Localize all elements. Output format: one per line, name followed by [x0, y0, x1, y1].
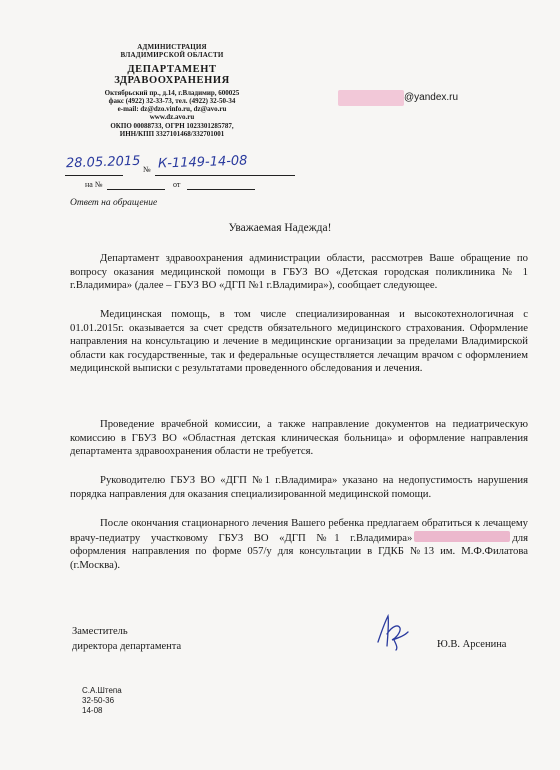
letterhead [68, 44, 276, 139]
body-paragraph-2: Медицинская помощь, в том числе специализированная и высокотехнологичная с 01.01.2015г. оказывается за счет средств обязательного медицинского страхования. Оформление направления на консультацию и лечение в медицинские организации за пределами Владимирской области как государственные, так и федеральные осуществляется лечащим врачом с оформлением медицинской выписки с результатами проведенного обследования и лечения. [70, 308, 528, 374]
signatory-role: Заместитель директора департамента [72, 626, 182, 652]
number-label: № [143, 165, 151, 174]
body-paragraph-5: После окончания стационарного лечения Вашего ребенка предлагаем обратиться к лечащему врачу-педиатру участковому ГБУЗ ВО «ДГП №1 г.Владимира» для оформления направления по форме 057/у для консультации в ГДКБ №13 им. М.Ф.Филатова (г.Москва). [70, 517, 528, 571]
registration-row [95, 165, 295, 177]
letterhead-okpo: ОКПО 00088733, ОГРН 1023301285787, [110, 122, 234, 131]
body-paragraph-1: Департамент здравоохранения администрации области, рассмотрев Ваше обращение по вопросу оказания медицинской помощи в ГБУЗ ВО «Детская городская поликлиника № 1 г.Владимира» (далее – ГБУЗ ВО «ДГП №1 г.Владимира»), сообщает следующее. [70, 252, 528, 291]
letterhead-inn: ИНН/КПП 3327101468/332701001 [119, 130, 225, 139]
from-label: от [173, 180, 181, 189]
date-underline [65, 175, 123, 176]
body-paragraph-3: Проведение врачебной комиссии, а также направление документов на педиатрическую комиссию в ГБУЗ ВО «Областная детская клиническая больница» и оформление направления департамента здравоохранения области не требуется. [70, 418, 528, 457]
recipient-email-domain: @yandex.ru [404, 92, 459, 103]
body-paragraph-4: Руководителю ГБУЗ ВО «ДГП №1 г.Владимира» указано на недопустимость нарушения порядка направления для оказания специализированной медицинской помощи. [70, 474, 528, 500]
number-underline [155, 175, 295, 176]
dept-line-2: ЗДРАВООХРАНЕНИЯ [114, 75, 230, 87]
dept-line-1: ДЕПАРТАМЕНТ [127, 63, 217, 75]
registration-number: К-1149-14-08 [157, 153, 248, 172]
executor-info: С.А.Штепа 32-50-36 14-08 [82, 686, 122, 715]
from-underline [187, 189, 255, 190]
redacted-doctor-name [414, 531, 510, 542]
reference-row [85, 180, 305, 192]
redacted-email-user [338, 90, 404, 106]
letterhead-email: e-mail: dz@dzo.vinfo.ru, dz@avo.ru [117, 104, 227, 113]
greeting: Уважаемая Надежда! [228, 222, 332, 234]
org-line-1: АДМИНИСТРАЦИЯ [137, 43, 207, 51]
org-line-2: ВЛАДИМИРСКОЙ ОБЛАСТИ [120, 50, 224, 59]
reply-label: Ответ на обращение [70, 198, 158, 208]
letterhead-website: www.dz.avo.ru [149, 112, 195, 121]
signatory-name: Ю.В. Арсенина [437, 639, 507, 650]
registration-date: 28.05.2015 [65, 153, 141, 172]
handwritten-signature [374, 612, 412, 652]
letterhead-address: Октябрьский пр., д.14, г.Владимир, 600025 [104, 89, 240, 98]
on-number-label: на № [85, 180, 103, 189]
on-number-underline [107, 189, 165, 190]
letterhead-phones: факс (4922) 32-33-73, тел. (4922) 32-50-34 [108, 96, 236, 105]
